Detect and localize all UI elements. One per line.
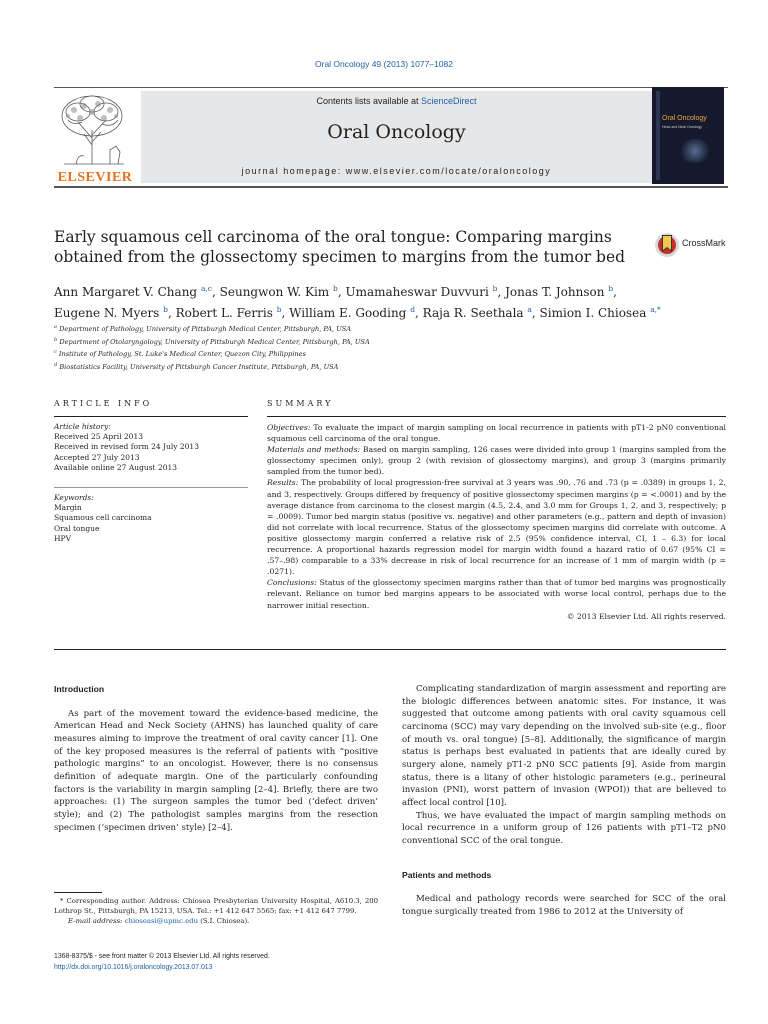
summary-conclusions: Conclusions: Status of the glossectomy specimen margins rather than that of tumor bed margins was prognostically relevant. Reliance on tumor bed margins appears to be associated with worse local control, perhaps due to the narrower initial resection.	[267, 578, 726, 610]
issn-line: 1368-8375/$ - see front matter © 2013 Elsevier Ltd. All rights reserved.	[54, 953, 270, 960]
body-paragraph: Complicating standardization of margin assessment and reporting are the biologic differences between anatomic sites. For instance, it was suggested that outcome among patients with oral cavity squamous cell carcinoma (SCC) may vary depending on the involved sub-site (e.g., floor of mouth vs. oral tongue) [5–8]. Additionally, the significance of margin status is perhaps best evaluated in patients that are ideally cured by surgery alone, namely pT1-2 pN0 SCC patients [9]. Aside from margin status, there is a litany of other histologic parameters (e.g., perineural invasion (PNI), worst pattern of invasion (WPOI)) that are believed to affect local control [10].	[402, 684, 726, 808]
summary-rule	[267, 416, 726, 417]
summary-heading: SUMMARY	[267, 399, 334, 408]
history-entry: Accepted 27 July 2013	[54, 452, 140, 462]
keyword: Margin	[54, 503, 82, 513]
author[interactable]: Jonas T. Johnson $^b$	[505, 284, 614, 299]
affiliation: $^d$ Biostatistics Facility, University of Pittsburgh Cancer Institute, Pittsburgh, PA, USA	[54, 361, 339, 371]
journal-info-box	[141, 91, 652, 183]
crossmark-button[interactable]	[654, 230, 730, 260]
journal-masthead	[54, 87, 728, 188]
article-info-rule	[54, 416, 248, 417]
summary-results: Results: The probability of local progression-free survival at 3 years was .90, .76 and .73 (p = .0389) in groups 1, 2, and 3, respectively. Groups differed by frequency of positive glossectomy specimen margins (p = <.0001) and by the average distance from carcinoma to the closest margin (4.5, 2.4, and 3.0 mm for Groups 1, 2, and 3, respectively; p = .0009). Tumor bed margin status (positive vs. negative) and other parameters (e.g., pattern and depth of invasion) did not correlate with local recurrence. Status of the glossectomy specimen margins did correlate with outcome. A positive glossectomy margin conferred a relative risk of 2.5 (95% confidence interval, CI, 1 – 6.3) for local recurrence. A proportional hazards regression model for margin width found a hazard ratio of 0.67 (95% CI = .57–.98) comparable to a 33% decrease in risk of local recurrence for an increase of 1 mm of margin width (p = .0271).	[267, 478, 726, 577]
author[interactable]: Umamaheswar Duvvuri $^b$	[345, 284, 498, 299]
elsevier-tree-logo	[54, 90, 134, 185]
affiliation: $^a$ Department of Pathology, University of Pittsburgh Medical Center, Pittsburgh, PA, USA	[54, 324, 352, 334]
contents-prefix: Contents lists available at	[316, 96, 422, 106]
masthead-top-rule	[54, 87, 728, 88]
right-column	[402, 683, 726, 919]
author[interactable]: William E. Gooding $^d$	[289, 305, 415, 320]
corresponding-author: * Corresponding author. Address: Chiosea Presbyterian University Hospital, A610.3, 200 Lothrop St., Pittsburgh, PA 15213, USA. Tel.: +1 412 647 5565; fax: +1 412 647 7799.	[54, 897, 378, 915]
affiliation: $^c$ Institute of Pathology, St. Luke's Medical Center, Quezon City, Philippines	[54, 349, 306, 359]
crossmark-icon	[654, 230, 680, 260]
email-link[interactable]: chioseasi@upmc.edu	[124, 917, 199, 925]
contents-line	[141, 96, 652, 106]
journal-title: Oral Oncology	[327, 121, 466, 143]
author[interactable]: Simion I. Chiosea $^{a,*}$	[539, 305, 661, 320]
article-title: Early squamous cell carcinoma of the oral tongue: Comparing margins obtained from the glossectomy specimen to margins from the tumor bed	[54, 228, 626, 266]
author[interactable]: Raja R. Seethala $^a$	[422, 305, 532, 320]
keywords-label: Keywords:	[54, 493, 94, 502]
keyword: Oral tongue	[54, 523, 100, 533]
masthead-bottom-rule	[54, 186, 728, 188]
author[interactable]: Ann Margaret V. Chang $^{a,c}$	[54, 284, 212, 299]
summary-bottom-rule	[54, 649, 726, 650]
author[interactable]: Eugene N. Myers $^b$	[54, 305, 168, 320]
cover-title: Oral Oncology	[662, 115, 707, 122]
intro-paragraph: As part of the movement toward the evidence-based medicine, the American Head and Neck Society (AHNS) has launched quality of care measures aiming to improve the treatment of oral cavity cancer [1]. One of the key proposed measures is the referral of patients with “positive pathologic margins” to an oncologist. However, there is no consensus definition of adequate margin. One of the particularly confounding factors is the variability in margin sampling [2–4]. Briefly, there are two approaches: (1) The surgeon samples the tumor bed (‘defect driven’ style); and (2) The pathologist samples margins from the resection specimen (‘specimen driven’ style) [2–4].	[54, 708, 378, 833]
email-line: E-mail address: chioseasi@upmc.edu (S.I. Chiosea).	[68, 917, 250, 925]
methods-heading: Patients and methods	[402, 869, 492, 880]
history-entry: Received in revised form 24 July 2013	[54, 442, 199, 452]
sciencedirect-link[interactable]: ScienceDirect	[421, 96, 477, 106]
keyword: Squamous cell carcinoma	[54, 513, 152, 523]
keyword: HPV	[54, 533, 72, 543]
introduction-heading: Introduction	[54, 684, 105, 694]
body-paragraph: Thus, we have evaluated the impact of margin sampling methods on local recurrence in a uniform group of 126 patients with pT1–T2 pN0 conventional SCC of the oral tongue.	[402, 810, 726, 846]
summary-objectives: Objectives: To evaluate the impact of margin sampling on local recurrence in patients with pT1-2 pN0 conventional squamous cell carcinoma of the oral tongue.	[267, 423, 726, 444]
journal-cover-image	[652, 87, 724, 184]
history-entry: Available online 27 August 2013	[54, 462, 178, 472]
tree-icon	[54, 90, 134, 168]
author-list: Ann Margaret V. Chang $^{a,c}$, Seungwon W. Kim $^b$, Umamaheswar Duvvuri $^b$, Jonas T. Johnson $^b$, Eugene N. Myers $^b$, Robert L. Ferris $^b$, William E. Gooding $^d$, Raja R. Seethala $^a$, Simion I. Chiosea $^{a,*}$	[54, 284, 661, 320]
affiliation: $^b$ Department of Otolaryngology, University of Pittsburgh Medical Center, Pittsburgh, PA, USA	[54, 336, 370, 346]
cover-spine	[656, 91, 660, 180]
article-info-heading: ARTICLE INFO	[54, 399, 153, 408]
author[interactable]: Robert L. Ferris $^b$	[175, 305, 282, 320]
footnote-rule	[54, 892, 102, 893]
affiliations	[54, 322, 714, 372]
cover-subtitle: Head and Neck Oncology	[662, 125, 702, 129]
history-entry: Received 25 April 2013	[54, 432, 143, 442]
doi-link[interactable]: http://dx.doi.org/10.1016/j.oraloncology.2013.07.013	[54, 964, 213, 971]
author[interactable]: Seungwon W. Kim $^b$	[219, 284, 338, 299]
summary-body	[267, 422, 726, 622]
keywords	[54, 493, 248, 544]
cover-illustration	[678, 139, 712, 163]
history-label: Article history:	[54, 422, 111, 431]
article-history	[54, 422, 248, 473]
crossmark-label: CrossMark	[682, 238, 726, 248]
elsevier-wordmark: ELSEVIER	[57, 170, 133, 185]
keywords-rule	[54, 487, 248, 488]
methods-paragraph: Medical and pathology records were searched for SCC of the oral tongue surgically treated from 1986 to 2012 at the University of	[402, 894, 726, 917]
journal-citation[interactable]: Oral Oncology 49 (2013) 1077–1082	[315, 59, 453, 69]
summary-methods: Materials and methods: Based on margin sampling, 126 cases were divided into group 1 (margins sampled from the glossectomy specimen only), group 2 (with revision of glossectomy margins), and group 3 (margins primarily sampled from the tumor bed).	[267, 445, 726, 477]
summary-copyright: © 2013 Elsevier Ltd. All rights reserved.	[566, 611, 726, 621]
corresponding-footnote	[54, 896, 378, 926]
journal-homepage[interactable]: journal homepage: www.elsevier.com/locate/oraloncology	[241, 166, 552, 176]
left-column	[54, 683, 378, 834]
